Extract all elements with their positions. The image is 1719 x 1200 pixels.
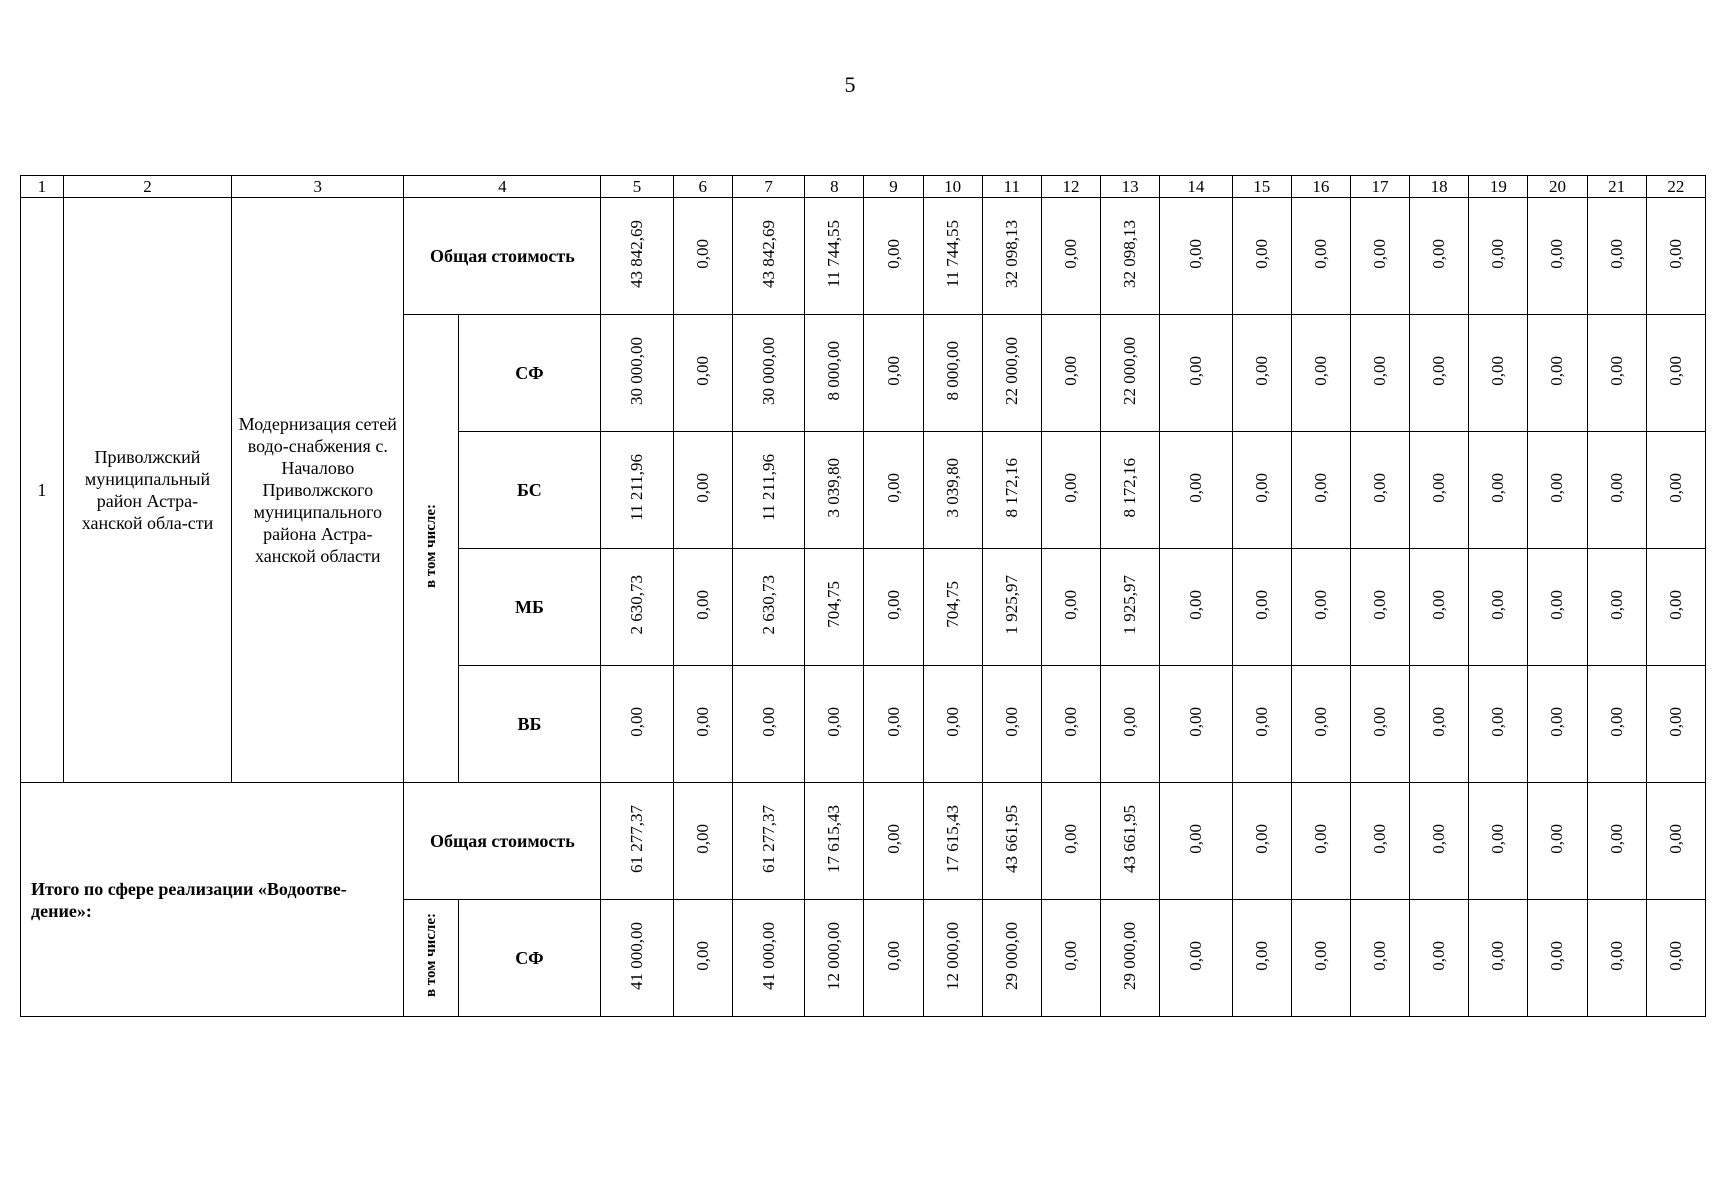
- value-text: 43 842,69: [627, 219, 647, 288]
- value-cell: [1469, 666, 1528, 783]
- value-text: 17 615,43: [942, 804, 962, 873]
- value-cell: [1291, 549, 1350, 666]
- value-cell: [1291, 900, 1350, 1017]
- value-cell: [864, 432, 923, 549]
- value-text: 0,00: [1606, 355, 1626, 386]
- value-cell: [601, 900, 673, 1017]
- value-cell: [864, 315, 923, 432]
- value-cell: [1587, 549, 1646, 666]
- value-cell: [1291, 783, 1350, 900]
- value-cell: [1232, 666, 1291, 783]
- value-cell: [1041, 198, 1100, 315]
- value-text: 0,00: [692, 823, 712, 854]
- value-cell: [982, 900, 1041, 1017]
- value-text: 0,00: [1665, 355, 1685, 386]
- value-cell: [1350, 315, 1409, 432]
- value-text: 0,00: [1606, 238, 1626, 269]
- value-cell: [673, 315, 732, 432]
- value-text: 0,00: [1547, 238, 1567, 269]
- value-text: 0,00: [1060, 823, 1080, 854]
- value-text: 0,00: [1606, 589, 1626, 620]
- value-cell: [1528, 666, 1587, 783]
- value-cell: [1646, 900, 1705, 1017]
- value-text: 30 000,00: [627, 336, 647, 405]
- value-text: 0,00: [1488, 589, 1508, 620]
- value-text: 0,00: [692, 589, 712, 620]
- line-label: БС: [458, 432, 601, 549]
- value-cell: [864, 198, 923, 315]
- value-cell: [982, 315, 1041, 432]
- value-text: 0,00: [1488, 238, 1508, 269]
- value-cell: [1232, 549, 1291, 666]
- value-cell: [864, 900, 923, 1017]
- value-cell: [1528, 198, 1587, 315]
- value-text: 0,00: [1310, 589, 1330, 620]
- value-cell: [732, 900, 804, 1017]
- value-cell: [1646, 783, 1705, 900]
- value-text: 0,00: [758, 706, 778, 737]
- value-cell: [1410, 432, 1469, 549]
- line-label: Общая стоимость: [404, 783, 601, 900]
- value-text: 0,00: [1606, 940, 1626, 971]
- value-text: 0,00: [1488, 355, 1508, 386]
- value-text: 32 098,13: [1001, 219, 1021, 288]
- value-cell: [1291, 315, 1350, 432]
- value-cell: [1101, 315, 1160, 432]
- value-cell: [923, 198, 982, 315]
- value-text: 0,00: [1310, 940, 1330, 971]
- value-text: 0,00: [1488, 472, 1508, 503]
- value-text: 30 000,00: [758, 336, 778, 405]
- value-text: 0,00: [692, 238, 712, 269]
- value-text: 0,00: [1488, 706, 1508, 737]
- value-text: 0,00: [1429, 823, 1449, 854]
- value-text: 0,00: [1185, 823, 1205, 854]
- value-cell: [1041, 783, 1100, 900]
- value-text: 0,00: [1665, 472, 1685, 503]
- value-text: 0,00: [1060, 355, 1080, 386]
- value-text: 41 000,00: [758, 921, 778, 990]
- value-cell: [1041, 549, 1100, 666]
- value-cell: [1469, 900, 1528, 1017]
- value-text: 0,00: [1547, 355, 1567, 386]
- value-cell: [1528, 783, 1587, 900]
- value-cell: [1350, 549, 1409, 666]
- value-cell: [1587, 666, 1646, 783]
- column-number: 14: [1160, 176, 1232, 198]
- including-label-cell: [404, 315, 458, 783]
- value-cell: [923, 900, 982, 1017]
- column-number-row: [21, 176, 1706, 198]
- value-cell: [1646, 198, 1705, 315]
- value-text: 0,00: [1185, 355, 1205, 386]
- value-text: 8 172,16: [1120, 457, 1140, 518]
- value-cell: [1410, 198, 1469, 315]
- value-text: 0,00: [1251, 472, 1271, 503]
- value-text: 3 039,80: [942, 457, 962, 518]
- value-cell: [1528, 432, 1587, 549]
- column-number: 5: [601, 176, 673, 198]
- value-cell: [601, 549, 673, 666]
- value-text: 0,00: [1547, 589, 1567, 620]
- value-cell: [1041, 666, 1100, 783]
- value-cell: [732, 315, 804, 432]
- value-text: 0,00: [627, 706, 647, 737]
- value-cell: [1646, 315, 1705, 432]
- including-label: в том числе:: [423, 913, 439, 998]
- value-text: 0,00: [1310, 472, 1330, 503]
- column-number: 18: [1410, 176, 1469, 198]
- value-text: 8 172,16: [1001, 457, 1021, 518]
- column-number: 1: [21, 176, 64, 198]
- value-text: 0,00: [1251, 589, 1271, 620]
- value-text: 0,00: [1370, 940, 1390, 971]
- value-cell: [1291, 198, 1350, 315]
- column-number: 6: [673, 176, 732, 198]
- value-cell: [1041, 432, 1100, 549]
- value-cell: [1528, 315, 1587, 432]
- value-cell: [1410, 783, 1469, 900]
- value-text: 0,00: [1429, 706, 1449, 737]
- value-text: 3 039,80: [824, 457, 844, 518]
- value-cell: [732, 549, 804, 666]
- value-cell: [1350, 432, 1409, 549]
- value-cell: [732, 198, 804, 315]
- value-cell: [1291, 666, 1350, 783]
- value-text: 704,75: [942, 581, 962, 628]
- value-text: 0,00: [1547, 823, 1567, 854]
- value-text: 0,00: [1060, 238, 1080, 269]
- value-text: 0,00: [1547, 706, 1567, 737]
- value-text: 0,00: [1547, 940, 1567, 971]
- value-cell: [601, 198, 673, 315]
- value-cell: [1160, 432, 1232, 549]
- value-text: 12 000,00: [942, 921, 962, 990]
- value-cell: [1410, 315, 1469, 432]
- value-cell: [1469, 549, 1528, 666]
- column-number: 12: [1041, 176, 1100, 198]
- value-text: 0,00: [692, 706, 712, 737]
- value-text: 0,00: [1370, 706, 1390, 737]
- value-text: 0,00: [1429, 355, 1449, 386]
- value-cell: [1041, 315, 1100, 432]
- value-cell: [1101, 432, 1160, 549]
- value-cell: [1160, 900, 1232, 1017]
- page-number: 5: [844, 72, 856, 97]
- value-cell: [1232, 198, 1291, 315]
- value-text: 0,00: [1251, 823, 1271, 854]
- value-text: 0,00: [1310, 823, 1330, 854]
- value-text: 0,00: [1251, 940, 1271, 971]
- value-cell: [1291, 432, 1350, 549]
- value-text: 1 925,97: [1001, 574, 1021, 635]
- value-text: 22 000,00: [1001, 336, 1021, 405]
- value-text: 41 000,00: [627, 921, 647, 990]
- value-text: 0,00: [1060, 940, 1080, 971]
- column-number: 2: [63, 176, 231, 198]
- value-text: 32 098,13: [1120, 219, 1140, 288]
- column-number: 10: [923, 176, 982, 198]
- total-label: Итого по сфере реализации «Водоотве-дение»:: [21, 783, 404, 1017]
- value-cell: [864, 783, 923, 900]
- column-number: 4: [404, 176, 601, 198]
- project-name: Модернизация сетей водо-снабжения с. Началово Приволжского муниципального района Астра-ханской области: [232, 198, 404, 783]
- value-text: 11 744,55: [942, 219, 962, 288]
- value-text: 0,00: [1665, 589, 1685, 620]
- value-text: 0,00: [1060, 472, 1080, 503]
- value-text: 0,00: [1665, 238, 1685, 269]
- value-cell: [1587, 432, 1646, 549]
- value-cell: [1101, 900, 1160, 1017]
- value-cell: [923, 315, 982, 432]
- value-text: 0,00: [1606, 823, 1626, 854]
- value-cell: [1350, 783, 1409, 900]
- value-cell: [923, 432, 982, 549]
- value-text: 0,00: [883, 706, 903, 737]
- value-cell: [673, 198, 732, 315]
- budget-table: [20, 175, 1706, 1017]
- value-cell: [1528, 900, 1587, 1017]
- value-text: 0,00: [1185, 940, 1205, 971]
- value-cell: [982, 198, 1041, 315]
- column-number: 22: [1646, 176, 1705, 198]
- value-text: 0,00: [1429, 472, 1449, 503]
- value-cell: [982, 783, 1041, 900]
- value-text: 0,00: [1251, 238, 1271, 269]
- value-text: 0,00: [1370, 823, 1390, 854]
- value-cell: [1528, 549, 1587, 666]
- value-text: 0,00: [1310, 238, 1330, 269]
- value-cell: [1646, 432, 1705, 549]
- value-cell: [673, 666, 732, 783]
- line-label: МБ: [458, 549, 601, 666]
- value-cell: [601, 666, 673, 783]
- value-cell: [601, 315, 673, 432]
- value-cell: [923, 666, 982, 783]
- value-text: 0,00: [1547, 472, 1567, 503]
- value-text: 43 842,69: [758, 219, 778, 288]
- value-text: 704,75: [824, 581, 844, 628]
- value-cell: [805, 198, 864, 315]
- value-cell: [1587, 315, 1646, 432]
- value-text: 17 615,43: [824, 804, 844, 873]
- value-text: 0,00: [1001, 706, 1021, 737]
- value-text: 11 744,55: [824, 219, 844, 288]
- value-cell: [732, 666, 804, 783]
- column-number: 16: [1291, 176, 1350, 198]
- value-text: 0,00: [883, 589, 903, 620]
- value-cell: [1101, 549, 1160, 666]
- value-text: 29 000,00: [1001, 921, 1021, 990]
- value-cell: [1232, 432, 1291, 549]
- value-cell: [982, 549, 1041, 666]
- value-text: 61 277,37: [758, 804, 778, 873]
- value-text: 0,00: [1310, 706, 1330, 737]
- value-cell: [1646, 549, 1705, 666]
- value-text: 2 630,73: [758, 574, 778, 635]
- value-text: 0,00: [1060, 706, 1080, 737]
- column-number: 8: [805, 176, 864, 198]
- value-cell: [1160, 198, 1232, 315]
- value-cell: [923, 549, 982, 666]
- value-cell: [805, 900, 864, 1017]
- value-text: 0,00: [1185, 472, 1205, 503]
- value-cell: [601, 432, 673, 549]
- total-row: [21, 783, 1706, 900]
- value-text: 0,00: [692, 355, 712, 386]
- value-cell: [673, 900, 732, 1017]
- value-cell: [673, 783, 732, 900]
- value-text: 0,00: [1429, 589, 1449, 620]
- value-cell: [864, 666, 923, 783]
- value-text: 0,00: [1251, 355, 1271, 386]
- value-cell: [805, 549, 864, 666]
- value-cell: [601, 783, 673, 900]
- value-text: 0,00: [883, 238, 903, 269]
- column-number: 17: [1350, 176, 1409, 198]
- value-text: 0,00: [883, 472, 903, 503]
- value-cell: [1410, 666, 1469, 783]
- value-cell: [1232, 315, 1291, 432]
- including-label-cell: [404, 900, 458, 1017]
- value-text: 22 000,00: [1120, 336, 1140, 405]
- value-text: 0,00: [1606, 706, 1626, 737]
- value-cell: [1410, 900, 1469, 1017]
- line-label: СФ: [458, 900, 601, 1017]
- column-number: 21: [1587, 176, 1646, 198]
- value-text: 43 661,95: [1001, 804, 1021, 873]
- value-cell: [673, 549, 732, 666]
- value-text: 8 000,00: [942, 340, 962, 401]
- column-number: 13: [1101, 176, 1160, 198]
- value-text: 2 630,73: [627, 574, 647, 635]
- value-text: 0,00: [692, 940, 712, 971]
- value-text: 0,00: [692, 472, 712, 503]
- value-cell: [805, 315, 864, 432]
- value-cell: [923, 783, 982, 900]
- value-text: 0,00: [1310, 355, 1330, 386]
- value-text: 61 277,37: [627, 804, 647, 873]
- value-text: 0,00: [1606, 472, 1626, 503]
- value-text: 0,00: [1251, 706, 1271, 737]
- value-text: 0,00: [1429, 940, 1449, 971]
- value-cell: [732, 432, 804, 549]
- value-cell: [1232, 900, 1291, 1017]
- value-cell: [1469, 432, 1528, 549]
- region-name: Приволжский муниципальный район Астра-ханской обла-сти: [63, 198, 231, 783]
- value-text: 0,00: [824, 706, 844, 737]
- value-text: 0,00: [883, 940, 903, 971]
- value-cell: [1469, 198, 1528, 315]
- value-cell: [1160, 315, 1232, 432]
- value-text: 8 000,00: [824, 340, 844, 401]
- value-text: 0,00: [1429, 238, 1449, 269]
- value-cell: [1160, 666, 1232, 783]
- value-cell: [1101, 783, 1160, 900]
- value-text: 0,00: [1488, 940, 1508, 971]
- line-label: ВБ: [458, 666, 601, 783]
- value-text: 0,00: [1060, 589, 1080, 620]
- column-number: 15: [1232, 176, 1291, 198]
- column-number: 19: [1469, 176, 1528, 198]
- value-cell: [805, 783, 864, 900]
- value-text: 0,00: [1665, 823, 1685, 854]
- value-cell: [982, 432, 1041, 549]
- value-cell: [1101, 198, 1160, 315]
- value-cell: [1410, 549, 1469, 666]
- value-text: 11 211,96: [627, 454, 647, 521]
- value-text: 1 925,97: [1120, 574, 1140, 635]
- value-text: 0,00: [1185, 238, 1205, 269]
- value-text: 0,00: [1370, 472, 1390, 503]
- value-text: 0,00: [883, 823, 903, 854]
- value-text: 0,00: [1120, 706, 1140, 737]
- value-text: 0,00: [1665, 940, 1685, 971]
- value-cell: [1350, 900, 1409, 1017]
- value-cell: [982, 666, 1041, 783]
- value-cell: [1587, 198, 1646, 315]
- value-text: 11 211,96: [758, 454, 778, 521]
- value-cell: [1101, 666, 1160, 783]
- value-text: 0,00: [1185, 589, 1205, 620]
- value-text: 0,00: [1488, 823, 1508, 854]
- value-cell: [1350, 198, 1409, 315]
- value-cell: [864, 549, 923, 666]
- column-number: 20: [1528, 176, 1587, 198]
- table-row: [21, 198, 1706, 315]
- column-number: 11: [982, 176, 1041, 198]
- value-text: 0,00: [883, 355, 903, 386]
- value-text: 0,00: [942, 706, 962, 737]
- value-text: 0,00: [1185, 706, 1205, 737]
- value-cell: [1587, 900, 1646, 1017]
- value-text: 0,00: [1370, 355, 1390, 386]
- value-cell: [673, 432, 732, 549]
- value-cell: [1350, 666, 1409, 783]
- value-cell: [1232, 783, 1291, 900]
- value-cell: [805, 432, 864, 549]
- value-text: 0,00: [1370, 589, 1390, 620]
- column-number: 3: [232, 176, 404, 198]
- row-number: 1: [21, 198, 64, 783]
- column-number: 9: [864, 176, 923, 198]
- value-cell: [1469, 315, 1528, 432]
- value-cell: [1160, 549, 1232, 666]
- line-label: СФ: [458, 315, 601, 432]
- value-cell: [732, 783, 804, 900]
- value-text: 0,00: [1665, 706, 1685, 737]
- including-label: в том числе:: [423, 503, 439, 589]
- value-cell: [1160, 783, 1232, 900]
- value-cell: [1587, 783, 1646, 900]
- line-label: Общая стоимость: [404, 198, 601, 315]
- value-text: 12 000,00: [824, 921, 844, 990]
- value-text: 0,00: [1370, 238, 1390, 269]
- value-cell: [1646, 666, 1705, 783]
- value-cell: [1469, 783, 1528, 900]
- value-cell: [805, 666, 864, 783]
- value-text: 29 000,00: [1120, 921, 1140, 990]
- value-text: 43 661,95: [1120, 804, 1140, 873]
- column-number: 7: [732, 176, 804, 198]
- value-cell: [1041, 900, 1100, 1017]
